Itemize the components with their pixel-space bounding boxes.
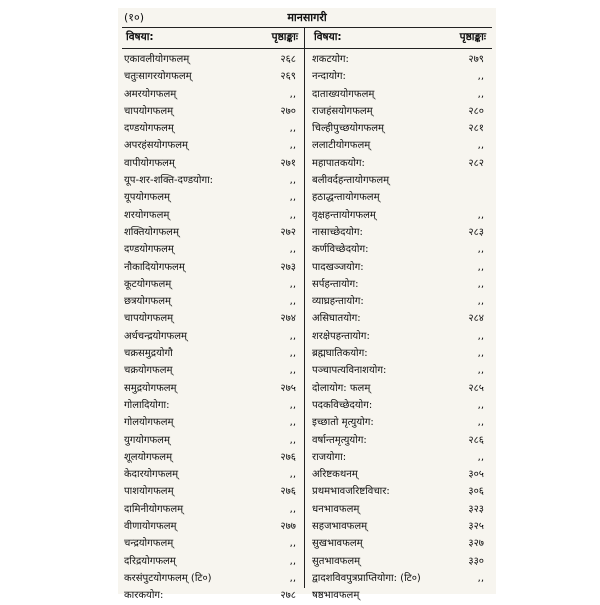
index-entry (308, 86, 490, 103)
index-entry (308, 310, 490, 327)
right-column-header (308, 30, 490, 46)
page-header (118, 8, 496, 26)
entry-page-number: २७३ (280, 261, 296, 273)
index-entry (308, 207, 490, 224)
entry-page-number: २७६ (280, 486, 296, 498)
entry-subject: दण्डयोगफलम् (124, 244, 174, 256)
entry-subject: वृक्षहन्तायोगफलम् (312, 209, 376, 221)
entry-page-number: ,, (477, 261, 484, 273)
entry-subject: पादखञ्जयोग: (312, 261, 364, 273)
right-page-heading: पृष्ठाङ्काः (459, 31, 486, 43)
index-entry (308, 51, 490, 68)
right-subject-heading: विषया: (314, 31, 342, 43)
running-title: मानसागरी (287, 11, 327, 24)
entry-page-number: ,, (289, 244, 296, 256)
entry-subject: नौकादियोगफलम् (124, 261, 185, 273)
index-entry (120, 345, 302, 362)
index-entry (308, 397, 490, 414)
entry-subject: पदकविच्छेदयोग: (312, 399, 373, 411)
entry-page-number: ,, (289, 417, 296, 429)
index-entry (308, 293, 490, 310)
entry-subject: एकावलीयोगफलम् (124, 54, 190, 65)
index-entry (308, 449, 490, 466)
entry-page-number: ,, (289, 399, 296, 411)
index-entry (120, 328, 302, 345)
entry-subject: इच्छातो मृत्युयोग: (312, 417, 374, 429)
entry-subject: सर्पहन्तायोग: (312, 278, 359, 290)
index-entry (308, 328, 490, 345)
entry-subject: अर्धचन्द्रयोगफलम् (124, 330, 188, 342)
index-entry (308, 155, 490, 172)
entry-page-number: २७७ (280, 521, 296, 533)
entry-subject: सुतभावफलम् (312, 555, 361, 567)
entry-page-number: ,, (289, 123, 296, 135)
entry-page-number: ,, (289, 192, 296, 204)
entry-subject: चापयोगफलम् (124, 105, 174, 117)
entry-page-number: ,, (289, 296, 296, 308)
entry-page-number: २८० (468, 105, 484, 117)
entry-subject: अमरयोगफलम् (124, 88, 177, 100)
entry-subject: ललाटीयोगफलम् (312, 140, 371, 152)
index-entry (120, 414, 302, 431)
entry-page-number: ,, (477, 451, 484, 463)
entry-page-number: ,, (477, 278, 484, 290)
entry-page-number: २७४ (280, 313, 296, 325)
entry-page-number: २८४ (468, 313, 484, 325)
entry-subject: चिल्हीपुच्छयोगफलम् (312, 123, 385, 135)
index-entry (120, 259, 302, 276)
index-entry (120, 293, 302, 310)
header-rule (122, 27, 492, 28)
entry-page-number: २७० (280, 105, 296, 117)
entry-subject: छत्रयोगफलम् (124, 296, 172, 308)
entry-subject: दामिनीयोगफलम् (124, 503, 184, 515)
index-entry (308, 137, 490, 154)
index-entry (120, 501, 302, 518)
index-entry (120, 120, 302, 137)
index-entry (308, 120, 490, 137)
entry-subject: शरयोगफलम् (124, 209, 170, 221)
entry-subject: सहजभावफलम् (312, 521, 368, 533)
index-entry (120, 570, 302, 587)
index-entry (120, 86, 302, 103)
left-subject-heading: विषया: (126, 31, 154, 43)
index-entry (120, 189, 302, 206)
entry-page-number: २६९ (280, 71, 296, 83)
left-index-column (120, 51, 302, 605)
entry-subject: अरिष्टकथनम् (312, 469, 358, 481)
index-entry (120, 276, 302, 293)
index-entry (308, 483, 490, 500)
entry-page-number: २८५ (468, 382, 484, 394)
entry-subject: चक्रसमुद्रयोगौ (124, 348, 173, 360)
entry-page-number: २७८ (280, 590, 296, 602)
column-header-rule (122, 48, 492, 49)
entry-subject: केदारयोगफलम् (124, 469, 179, 481)
entry-page-number: ३२७ (468, 538, 484, 550)
index-entry (120, 51, 302, 68)
entry-subject: द्वादशविवपुत्रप्राप्तियोगा: (टि०) (312, 572, 421, 584)
entry-page-number: २८३ (468, 226, 484, 238)
entry-subject: वापीयोगफलम् (124, 157, 175, 169)
index-entry (120, 518, 302, 535)
entry-subject: वर्षान्तमृत्युयोग: (312, 434, 367, 446)
entry-page-number: ,, (477, 399, 484, 411)
page-number: (१०) (124, 11, 145, 24)
index-entry (120, 224, 302, 241)
entry-subject: दरिद्रयोगफलम् (124, 555, 176, 567)
index-entry (120, 397, 302, 414)
index-entry (308, 224, 490, 241)
index-entry (120, 207, 302, 224)
entry-subject: ब्रह्मघातिकयोग: (312, 348, 368, 360)
entry-page-number: ,, (289, 365, 296, 377)
index-entry (120, 68, 302, 85)
entry-page-number: ३०५ (468, 469, 484, 481)
index-entry (308, 362, 490, 379)
entry-page-number: ,, (477, 88, 484, 100)
entry-subject: चक्रयोगफलम् (124, 365, 173, 377)
entry-page-number: ,, (477, 330, 484, 342)
index-entry (308, 241, 490, 258)
index-entry (120, 103, 302, 120)
entry-page-number: ,, (289, 175, 296, 187)
entry-page-number: २६८ (280, 54, 296, 65)
entry-subject: कारकयोग: (124, 590, 164, 602)
index-entry (308, 380, 490, 397)
entry-subject: असिघातयोग: (312, 313, 361, 325)
entry-subject: बलीवर्दहन्तायोगफलम् (312, 175, 390, 187)
entry-subject: शक्तियोगफलम् (124, 226, 179, 238)
entry-subject: करसंपुटयोगफलम् (टि०) (124, 572, 212, 584)
entry-subject: गोलादियोगा: (124, 399, 170, 411)
index-entry (308, 587, 490, 604)
entry-page-number: २७९ (468, 54, 484, 65)
entry-subject: यूप-शर-शक्ति-दण्डयोगा: (124, 175, 214, 187)
entry-subject: नन्दायोग: (312, 71, 346, 83)
entry-subject: यूपयोगफलम् (124, 192, 170, 204)
index-entry (308, 466, 490, 483)
entry-page-number: ,, (289, 278, 296, 290)
entry-subject: पञ्चापत्यविनाशयोग: (312, 365, 387, 377)
entry-subject: धनभावफलम् (312, 503, 360, 515)
entry-subject: दोलायोग: फलम् (312, 382, 371, 394)
index-entry (308, 432, 490, 449)
index-entry (308, 259, 490, 276)
entry-subject: कूटयोगफलम् (124, 278, 172, 290)
entry-page-number: ,, (477, 296, 484, 308)
index-entry (308, 414, 490, 431)
left-column-header (120, 30, 302, 46)
entry-page-number: ,, (477, 365, 484, 377)
entry-subject: पाशयोगफलम् (124, 486, 174, 498)
entry-page-number: ,, (289, 330, 296, 342)
entry-page-number: २७२ (280, 226, 296, 238)
entry-page-number: ,, (289, 555, 296, 567)
index-entry (120, 432, 302, 449)
entry-page-number: ,, (477, 71, 484, 83)
index-entry (308, 345, 490, 362)
index-entry (308, 518, 490, 535)
entry-page-number: ,, (289, 348, 296, 360)
index-entry (120, 362, 302, 379)
entry-page-number: ,, (289, 209, 296, 221)
entry-subject: अपरहंसयोगफलम् (124, 140, 188, 152)
entry-page-number: ३३० (468, 555, 484, 567)
index-entry (120, 155, 302, 172)
index-entry (120, 310, 302, 327)
entry-page-number: ,, (289, 538, 296, 550)
entry-subject: समुद्रयोगफलम् (124, 382, 177, 394)
entry-subject: चतुःसागरयोगफलम् (124, 71, 192, 83)
index-entry (308, 103, 490, 120)
index-entry (308, 276, 490, 293)
entry-subject: दण्डयोगफलम् (124, 123, 174, 135)
entry-page-number: ,, (289, 88, 296, 100)
entry-subject: सुखभावफलम् (312, 538, 363, 550)
entry-page-number: ,, (289, 469, 296, 481)
entry-subject: चन्द्रयोगफलम् (124, 538, 174, 550)
index-entry (120, 553, 302, 570)
entry-subject: नासाच्छेदयोग: (312, 226, 363, 238)
entry-page-number: ,, (289, 503, 296, 515)
column-divider (304, 28, 305, 588)
entry-subject: प्रथमभावजरिष्टविचार: (312, 486, 390, 498)
entry-subject: शरक्षेपहन्तायोग: (312, 330, 370, 342)
index-entry (120, 241, 302, 258)
entry-page-number: ,, (289, 434, 296, 446)
index-entry (120, 587, 302, 604)
index-entry (120, 172, 302, 189)
entry-subject: युगयोगफलम् (124, 434, 170, 446)
entry-subject: महापातकयोग: (312, 157, 365, 169)
entry-page-number: ,, (477, 417, 484, 429)
entry-page-number: ,, (477, 348, 484, 360)
entry-page-number: ,, (477, 244, 484, 256)
index-entry (308, 570, 490, 587)
entry-page-number: ,, (477, 140, 484, 152)
entry-subject: हठाद्धन्तायोगफलम् (312, 192, 380, 204)
entry-page-number: ,, (477, 572, 484, 584)
entry-page-number: २७५ (280, 382, 296, 394)
index-entry (308, 189, 490, 206)
entry-subject: राजहंसयोगफलम् (312, 105, 373, 117)
entry-page-number: ,, (477, 209, 484, 221)
index-entry (120, 449, 302, 466)
entry-page-number: ३२५ (468, 521, 484, 533)
index-entry (120, 466, 302, 483)
right-index-column (308, 51, 490, 605)
entry-page-number: २७१ (280, 157, 296, 169)
index-entry (120, 535, 302, 552)
entry-subject: वीणायोगफलम् (124, 521, 177, 533)
entry-subject: कर्णविच्छेदयोग: (312, 244, 369, 256)
left-page-heading: पृष्ठाङ्काः (271, 31, 298, 43)
index-entry (308, 535, 490, 552)
index-entry (308, 501, 490, 518)
entry-page-number: ,, (289, 572, 296, 584)
entry-page-number: ३२३ (468, 503, 484, 515)
index-entry (308, 553, 490, 570)
index-entry (120, 483, 302, 500)
entry-subject: शकटयोग: (312, 54, 349, 65)
entry-subject: षष्ठभावफलम् (312, 590, 360, 602)
entry-subject: गोलयोगफलम् (124, 417, 174, 429)
entry-subject: चापयोगफलम् (124, 313, 174, 325)
entry-page-number: २८१ (468, 123, 484, 135)
index-entry (308, 68, 490, 85)
book-page (118, 8, 496, 602)
entry-subject: व्याघ्रहन्तायोग: (312, 296, 364, 308)
entry-page-number: २८२ (468, 157, 484, 169)
index-entry (308, 172, 490, 189)
index-entry (120, 380, 302, 397)
index-entry (120, 137, 302, 154)
entry-page-number: ३०६ (468, 486, 484, 498)
entry-page-number: ,, (289, 140, 296, 152)
entry-subject: शूलयोगफलम् (124, 451, 173, 463)
entry-subject: दाताख्ययोगफलम् (312, 88, 375, 100)
entry-subject: राजयोगा: (312, 451, 347, 463)
entry-page-number: २८६ (468, 434, 484, 446)
entry-page-number: २७६ (280, 451, 296, 463)
